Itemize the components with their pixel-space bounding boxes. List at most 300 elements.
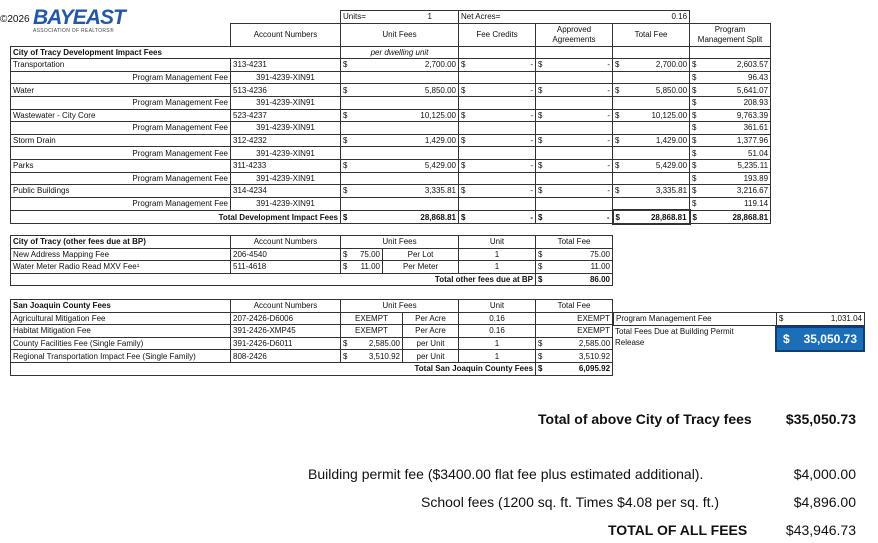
dev-total-credit [459, 210, 536, 224]
approved-agreement-value: - [607, 85, 610, 95]
split-amount [690, 185, 771, 198]
unit-fee-dollar: $ [343, 85, 348, 95]
approved-agreement-dollar: $ [538, 60, 543, 70]
account-number: 391-4239-XIN91 [231, 71, 341, 84]
total-fee-value: 3,510.92 [578, 351, 611, 361]
unit-fee-value: 10,125.00 [420, 110, 456, 120]
empty-total [613, 147, 690, 160]
empty-agree [536, 96, 613, 109]
empty-unit [341, 96, 459, 109]
empty-agree [536, 122, 613, 135]
approved-agreement-value: - [607, 186, 610, 196]
account-number: 513-4236 [231, 84, 341, 97]
fee-name: Public Buildings [11, 185, 231, 198]
dev-table-row [11, 109, 771, 122]
total-due-row [613, 326, 865, 352]
col-header-account: Account Numbers [231, 23, 341, 46]
per-dwelling-unit-note: per dwelling unit [341, 46, 459, 59]
empty-agree [536, 197, 613, 210]
per-unit: per Unit [403, 350, 459, 363]
col-header-approved-agreements: Approved Agreements [536, 23, 613, 46]
per-unit: Per Meter [383, 261, 459, 274]
empty-unit [341, 122, 459, 135]
approved-agreement-dollar: $ [538, 161, 543, 171]
san-joaquin-county-fees-table [10, 299, 613, 376]
fee-credit [459, 59, 536, 72]
empty-credit [459, 197, 536, 210]
account-number: 206-4540 [231, 248, 341, 261]
per-unit: per Unit [403, 337, 459, 350]
fee-name: Water [11, 84, 231, 97]
empty-unit [341, 197, 459, 210]
total-fee-value: 11.00 [590, 262, 611, 272]
empty-total [613, 96, 690, 109]
account-number: 391-4239-XIN91 [231, 96, 341, 109]
col-header-fee-credits: Fee Credits [459, 23, 536, 46]
total-fee-dollar: $ [538, 351, 543, 361]
empty-total [613, 122, 690, 135]
unit-count: 1 [459, 248, 536, 261]
unit-fee-value: 2,585.00 [368, 339, 400, 349]
sj-col-unit-fees: Unit Fees [341, 300, 459, 313]
dev-section-title: City of Tracy Development Impact Fees [11, 46, 341, 59]
fee-name: Regional Transportation Impact Fee (Single Family) [11, 350, 231, 363]
dev-table-row [11, 71, 771, 84]
split-amount-value: 361.61 [743, 123, 769, 133]
building-permit-value: $4,000.00 [793, 466, 856, 482]
dev-total-total-dollar: $ [615, 212, 620, 222]
split-amount [690, 84, 771, 97]
bp-col-unit-fees: Unit Fees [341, 236, 459, 249]
total-due-label-line2: Release [615, 338, 645, 347]
split-amount [690, 96, 771, 109]
unit-fee-dollar: $ [343, 249, 348, 259]
split-amount [690, 122, 771, 135]
approved-agreement [536, 84, 613, 97]
col-header-program-management-split: Program Management Split [690, 23, 771, 46]
dev-table-row [11, 185, 771, 198]
approved-agreement-dollar: $ [538, 186, 543, 196]
split-amount-dollar: $ [692, 85, 697, 95]
total-fee [536, 337, 613, 350]
account-number: 391-2426-XMP45 [231, 325, 341, 338]
total-fee [613, 84, 690, 97]
fee-name: Parks [11, 159, 231, 172]
split-amount [690, 159, 771, 172]
dev-total-credit-dollar: $ [461, 212, 466, 222]
unit-fee [341, 350, 403, 363]
empty-total [613, 172, 690, 185]
fee-credit-value: - [530, 136, 533, 146]
dev-table-row [11, 59, 771, 72]
split-amount-dollar: $ [692, 73, 697, 83]
total-fee-value: 75.00 [589, 249, 611, 259]
bp-col-account: Account Numbers [231, 236, 341, 249]
unit-count: 0.16 [459, 325, 536, 338]
bp-table-row [11, 261, 613, 274]
empty-credit [459, 71, 536, 84]
units-cell [341, 11, 459, 24]
school-fees-label: School fees (1200 sq. ft. Times $4.08 per sq. ft.) [421, 494, 720, 510]
account-number: 314-4234 [231, 185, 341, 198]
net-acres-label: Net Acres= [461, 12, 501, 22]
empty-total [613, 71, 690, 84]
account-number: 523-4237 [231, 109, 341, 122]
split-amount-dollar: $ [692, 123, 697, 133]
empty-agree [536, 71, 613, 84]
account-number: 391-4239-XIN91 [231, 197, 341, 210]
fee-credit [459, 84, 536, 97]
split-amount-value: 119.14 [744, 199, 769, 209]
split-amount-value: 9,763.39 [736, 110, 769, 120]
fee-name: Program Management Fee [11, 197, 231, 210]
fee-credit-value: - [530, 60, 533, 70]
unit-count: 1 [459, 261, 536, 274]
dev-table-row [11, 159, 771, 172]
approved-agreement [536, 159, 613, 172]
account-number: 511-4618 [231, 261, 341, 274]
fee-credit [459, 109, 536, 122]
unit-count: 1 [459, 350, 536, 363]
total-fee-dollar: $ [615, 60, 620, 70]
fee-name: Program Management Fee [11, 71, 231, 84]
account-number: 313-4231 [231, 59, 341, 72]
sj-total-label: Total San Joaquin County Fees [11, 362, 536, 375]
empty-agree [536, 172, 613, 185]
split-amount-dollar: $ [692, 199, 697, 209]
unit-fee-dollar: $ [343, 136, 348, 146]
split-amount [690, 197, 771, 210]
split-amount [690, 59, 771, 72]
unit-fee-value: 3,335.81 [424, 186, 456, 196]
dev-total-label: Total Development Impact Fees [11, 210, 341, 224]
dev-total-row [11, 210, 771, 224]
fee-credit-value: - [530, 186, 533, 196]
empty-credit [459, 122, 536, 135]
other-fees-bp-table [10, 235, 613, 286]
total-due-dollar: $ [783, 332, 790, 346]
total-due-label-line1: Total Fees Due at Building Permit [615, 327, 734, 336]
approved-agreement-value: - [607, 110, 610, 120]
approved-agreement-dollar: $ [538, 85, 543, 95]
unit-fee-value: 1,429.00 [424, 136, 456, 146]
unit-fee [341, 109, 459, 122]
split-amount-dollar: $ [692, 136, 697, 146]
dev-table-row [11, 134, 771, 147]
total-fee [613, 185, 690, 198]
fee-credit [459, 159, 536, 172]
unit-fee [341, 84, 459, 97]
development-impact-fees-table [10, 6, 771, 225]
sj-col-total-fee: Total Fee [536, 300, 613, 313]
sj-table-row [11, 325, 613, 338]
unit-fee [341, 59, 459, 72]
per-unit: Per Acre [403, 312, 459, 325]
total-fee-dollar: $ [538, 339, 543, 349]
building-permit-label: Building permit fee ($3400.00 flat fee plus estimated additional). [308, 466, 704, 482]
city-total-label: Total of above City of Tracy fees [538, 411, 752, 427]
total-fee [536, 248, 613, 261]
bp-total-value-value: 86.00 [589, 275, 611, 285]
approved-agreement-value: - [607, 60, 610, 70]
empty-unit [341, 71, 459, 84]
split-amount-dollar: $ [692, 161, 697, 171]
split-amount [690, 71, 771, 84]
fee-credit [459, 185, 536, 198]
fee-name: Transportation [11, 59, 231, 72]
dev-table-row [11, 197, 771, 210]
col-header-unit-fees: Unit Fees [341, 23, 459, 46]
pm-fee-label: Program Management Fee [616, 314, 712, 323]
account-number: 391-2426-D6011 [231, 337, 341, 350]
fee-credit-dollar: $ [461, 110, 466, 120]
units-label: Units= [343, 12, 366, 22]
split-amount-value: 5,235.11 [737, 161, 769, 171]
account-number: 391-4239-XIN91 [231, 122, 341, 135]
fee-credit-dollar: $ [461, 60, 466, 70]
empty-credit [459, 96, 536, 109]
total-fee-dollar: $ [615, 136, 620, 146]
logo-text: BAYEAST [33, 6, 125, 29]
school-fees-value: $4,896.00 [793, 494, 856, 510]
fees-due-box [613, 312, 865, 352]
sj-total-value-dollar: $ [538, 364, 543, 374]
unit-fee: EXEMPT [341, 325, 403, 338]
total-fee-value: 5,429.00 [655, 161, 688, 171]
dev-total-agree-dollar: $ [538, 212, 543, 222]
total-fee-value: 5,850.00 [655, 85, 688, 95]
total-due-value-box [775, 326, 865, 352]
fee-credit-value: - [530, 85, 533, 95]
unit-fee-dollar: $ [343, 161, 348, 171]
split-amount [690, 172, 771, 185]
sj-table-row [11, 337, 613, 350]
fee-name: County Facilities Fee (Single Family) [11, 337, 231, 350]
unit-fee-value: 3,510.92 [368, 351, 400, 361]
unit-fee-value: 75.00 [359, 249, 380, 259]
split-amount-value: 208.93 [743, 98, 769, 108]
fee-credit-value: - [530, 110, 533, 120]
unit-fee: EXEMPT [341, 312, 403, 325]
approved-agreement [536, 59, 613, 72]
unit-fee-dollar: $ [343, 339, 348, 349]
dev-total-total-value: 28,868.81 [650, 212, 687, 222]
unit-fee-dollar: $ [343, 351, 348, 361]
fee-credit-dollar: $ [461, 136, 466, 146]
net-acres-value: 0.16 [671, 12, 688, 22]
total-fee-dollar: $ [538, 262, 543, 272]
empty-unit [341, 147, 459, 160]
fee-name: Water Meter Radio Read MXV Fee¹ [11, 261, 231, 274]
total-all-fees-label: TOTAL OF ALL FEES [608, 522, 748, 538]
total-fee-value: 10,125.00 [651, 110, 688, 120]
bp-col-unit: Unit [459, 236, 536, 249]
total-fee-dollar: $ [615, 161, 620, 171]
split-amount-dollar: $ [692, 110, 697, 120]
fee-name: Wastewater - City Core [11, 109, 231, 122]
unit-count: 0.16 [459, 312, 536, 325]
total-fee-dollar: $ [615, 110, 620, 120]
fee-name: New Address Mapping Fee [11, 248, 231, 261]
bp-table-row [11, 248, 613, 261]
split-amount-value: 193.89 [743, 173, 769, 183]
split-amount [690, 147, 771, 160]
unit-fee [341, 134, 459, 147]
total-fee: EXEMPT [536, 325, 613, 338]
empty-unit [341, 172, 459, 185]
pm-fee-dollar: $ [779, 314, 784, 323]
account-number: 808-2426 [231, 350, 341, 363]
units-value: 1 [427, 12, 432, 22]
approved-agreement-dollar: $ [538, 136, 543, 146]
approved-agreement-value: - [607, 136, 610, 146]
fee-name: Habitat Mitigation Fee [11, 325, 231, 338]
total-fee [613, 159, 690, 172]
total-fee [536, 350, 613, 363]
split-amount-value: 2,603.57 [736, 60, 769, 70]
empty-total [613, 197, 690, 210]
unit-fee-value: 5,850.00 [424, 85, 456, 95]
total-fee [613, 134, 690, 147]
total-fee-value: 2,700.00 [655, 60, 688, 70]
split-amount-value: 5,641.07 [736, 85, 769, 95]
split-amount-dollar: $ [692, 60, 697, 70]
dev-total-split-value: 28,868.81 [732, 212, 769, 222]
total-fee-value: 1,429.00 [655, 136, 688, 146]
sj-section-title: San Joaquin County Fees [11, 300, 231, 313]
sj-table-row [11, 350, 613, 363]
bp-total-row [11, 273, 613, 286]
fee-name: Program Management Fee [11, 96, 231, 109]
dev-table-row [11, 172, 771, 185]
approved-agreement [536, 109, 613, 122]
dev-total-agree [536, 210, 613, 224]
fee-name: Program Management Fee [11, 147, 231, 160]
empty-agree [536, 147, 613, 160]
fee-name: Program Management Fee [11, 122, 231, 135]
unit-fee-value: 2,700.00 [424, 60, 456, 70]
sj-col-unit: Unit [459, 300, 536, 313]
sj-table-row [11, 312, 613, 325]
logo-subtext: ASSOCIATION OF REALTORS® [33, 28, 114, 34]
empty-credit [459, 147, 536, 160]
fee-name: Agricultural Mitigation Fee [11, 312, 231, 325]
total-fee-value: 2,585.00 [578, 339, 611, 349]
split-amount-dollar: $ [692, 173, 697, 183]
dev-total-unit-value: 28,868.81 [420, 212, 456, 222]
account-number: 312-4232 [231, 134, 341, 147]
bp-section-title: City of Tracy (other fees due at BP) [11, 236, 231, 249]
bp-total-value [536, 273, 613, 286]
fee-credit-value: - [530, 161, 533, 171]
unit-fee-value: 5,429.00 [424, 161, 456, 171]
sj-total-row [11, 362, 613, 375]
bp-total-value-dollar: $ [538, 275, 543, 285]
split-amount [690, 109, 771, 122]
approved-agreement-value: - [607, 161, 610, 171]
unit-fee-dollar: $ [343, 110, 348, 120]
col-header-total-fee: Total Fee [613, 23, 690, 46]
fee-credit-dollar: $ [461, 161, 466, 171]
sj-col-account: Account Numbers [231, 300, 341, 313]
approved-agreement [536, 185, 613, 198]
total-fee: EXEMPT [536, 312, 613, 325]
split-amount-value: 96.43 [748, 73, 769, 83]
split-amount-dollar: $ [692, 98, 697, 108]
account-number: 391-4239-XIN91 [231, 147, 341, 160]
account-number: 311-4233 [231, 159, 341, 172]
fee-credit-dollar: $ [461, 186, 466, 196]
split-amount [690, 134, 771, 147]
per-unit: Per Lot [383, 248, 459, 261]
dev-total-agree-value: - [606, 212, 610, 222]
total-due-value: 35,050.73 [803, 332, 857, 346]
sj-total-value [536, 362, 613, 375]
split-amount-dollar: $ [692, 148, 697, 158]
fee-name: Storm Drain [11, 134, 231, 147]
total-fee [613, 109, 690, 122]
total-fee-dollar: $ [538, 249, 543, 259]
approved-agreement-dollar: $ [538, 110, 543, 120]
copyright-text: ©2026 [0, 14, 30, 25]
total-fee [613, 59, 690, 72]
split-amount-dollar: $ [692, 186, 697, 196]
dev-total-unit-dollar: $ [343, 212, 348, 222]
dev-total-split [690, 210, 771, 224]
total-fee-value: 3,335.81 [655, 186, 688, 196]
dev-total-split-dollar: $ [692, 212, 697, 222]
bp-total-label: Total other fees due at BP [11, 273, 536, 286]
sj-total-value-value: 6,095.92 [578, 364, 611, 374]
total-all-fees-value: $43,946.73 [785, 522, 856, 538]
dev-table-row [11, 96, 771, 109]
city-total-value: $35,050.73 [785, 411, 856, 427]
unit-fee-dollar: $ [343, 262, 348, 272]
unit-fee-value: 11.00 [360, 262, 380, 272]
unit-count: 1 [459, 337, 536, 350]
pm-fee-value-cell [776, 313, 864, 325]
dev-table-row [11, 84, 771, 97]
unit-fee [341, 261, 383, 274]
account-number: 391-4239-XIN91 [231, 172, 341, 185]
dev-table-row [11, 147, 771, 160]
split-amount-value: 3,216.67 [736, 186, 769, 196]
dev-total-unit [341, 210, 459, 224]
bp-col-total-fee: Total Fee [536, 236, 613, 249]
pm-fee-value: 1,031.04 [830, 314, 862, 323]
total-fee [536, 261, 613, 274]
fee-credit-dollar: $ [461, 85, 466, 95]
total-due-label [613, 326, 775, 352]
split-amount-value: 51.04 [748, 148, 769, 158]
total-fee-dollar: $ [615, 186, 620, 196]
empty-credit [459, 172, 536, 185]
unit-fee [341, 248, 383, 261]
unit-fee [341, 159, 459, 172]
pm-fee-row [613, 312, 865, 326]
account-number: 207-2426-D6006 [231, 312, 341, 325]
unit-fee-dollar: $ [343, 186, 348, 196]
unit-fee [341, 185, 459, 198]
dev-total-total [613, 210, 690, 224]
net-acres-cell [459, 11, 690, 24]
dev-table-row [11, 122, 771, 135]
unit-fee [341, 337, 403, 350]
unit-fee-dollar: $ [343, 60, 348, 70]
fee-credit [459, 134, 536, 147]
per-unit: Per Acre [403, 325, 459, 338]
split-amount-value: 1,377.96 [736, 136, 769, 146]
